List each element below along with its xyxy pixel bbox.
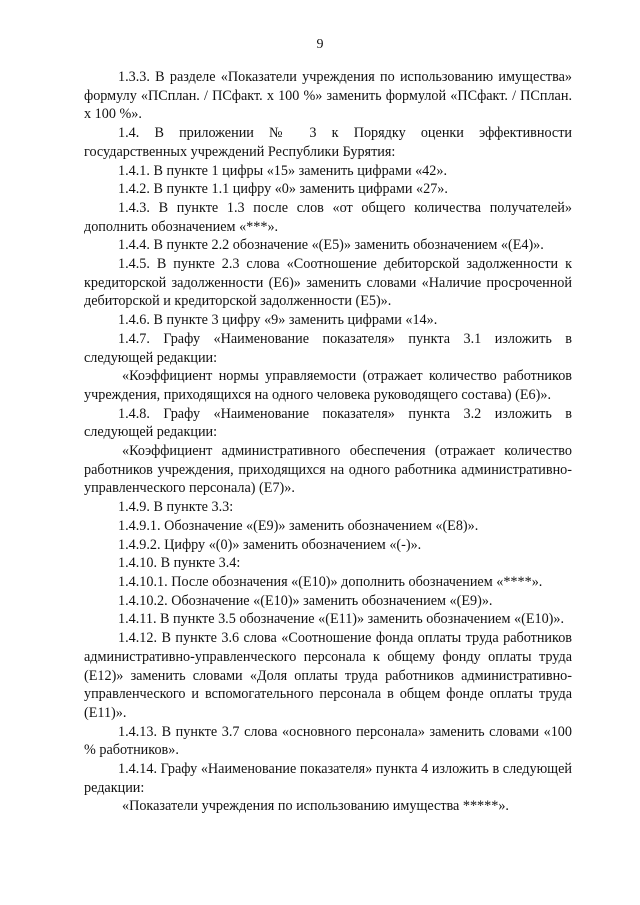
paragraph: 1.4.9. В пункте 3.3: bbox=[118, 499, 234, 516]
paragraph: 1.4.6. В пункте 3 цифру «9» заменить цифрами «14». bbox=[118, 312, 438, 329]
paragraph: 1.4.13. В пункте 3.7 слова «основного персонала» заменить словами «100 % работников». bbox=[84, 723, 572, 759]
paragraph: 1.4.10.1. После обозначения «(Е10)» дополнить обозначением «****». bbox=[118, 573, 543, 590]
paragraph: 1.4.7. Графу «Наименование показателя» пункта 3.1 изложить в следующей редакции: bbox=[84, 330, 572, 366]
paragraph: 1.4.12. В пункте 3.6 слова «Соотношение фонда оплаты труда работников административно-управленческого персонала к общему фонду оплаты труда (Е12)» заменить словами «Доля оплаты труда работников административно-управленческого и вспомогательного персонала в общем фонде оплаты труда (Е11)». bbox=[84, 630, 572, 721]
paragraph: 1.4.2. В пункте 1.1 цифру «0» заменить цифрами «27». bbox=[118, 181, 448, 198]
paragraph: 1.4.11. В пункте 3.5 обозначение «(Е11)» заменить обозначением «(Е10)». bbox=[118, 611, 565, 628]
page-number: 9 bbox=[316, 37, 324, 52]
paragraph: 1.3.3. В разделе «Показатели учреждения по использованию имущества» формулу «ПСплан. / ПСфакт. х 100 %» заменить формулой «ПСфакт. / ПСплан. х 100 %». bbox=[84, 69, 572, 123]
paragraph: 1.4.9.1. Обозначение «(Е9)» заменить обозначением «(Е8)». bbox=[118, 517, 479, 534]
paragraph: 1.4.10. В пункте 3.4: bbox=[118, 555, 241, 572]
quoted-paragraph: «Коэффициент административного обеспечения (отражает количество работников учреждения, приходящихся на одного работника административно-управленческого персонала) (Е7)». bbox=[84, 443, 572, 497]
paragraph: 1.4. В приложении № 3 к Порядку оценки эффективности государственных учреждений Республики Бурятия: bbox=[84, 125, 572, 160]
quoted-paragraph: «Показатели учреждения по использованию имущества *****». bbox=[122, 798, 509, 815]
paragraph: 1.4.14. Графу «Наименование показателя» пункта 4 изложить в следующей редакции: bbox=[84, 761, 572, 796]
paragraph: 1.4.4. В пункте 2.2 обозначение «(Е5)» заменить обозначением «(Е4)». bbox=[118, 237, 544, 254]
paragraph: 1.4.8. Графу «Наименование показателя» пункта 3.2 изложить в следующей редакции: bbox=[84, 405, 572, 441]
paragraph: 1.4.1. В пункте 1 цифры «15» заменить цифрами «42». bbox=[118, 162, 448, 179]
paragraph: 1.4.10.2. Обозначение «(Е10)» заменить обозначением «(Е9)». bbox=[118, 592, 493, 609]
quoted-paragraph: «Коэффициент нормы управляемости (отражает количество работников учреждения, приходящихся на одного человека руководящего состава) (Е6)». bbox=[84, 368, 572, 403]
document-body bbox=[84, 68, 572, 816]
paragraph: 1.4.5. В пункте 2.3 слова «Соотношение дебиторской задолженности к кредиторской задолженности (Е6)» заменить словами «Наличие просроченной дебиторской и кредиторской задолженности (Е5)». bbox=[84, 256, 572, 310]
paragraph: 1.4.9.2. Цифру «(0)» заменить обозначением «(-)». bbox=[118, 536, 422, 553]
paragraph: 1.4.3. В пункте 1.3 после слов «от общего количества получателей» дополнить обозначением «***». bbox=[84, 199, 572, 235]
